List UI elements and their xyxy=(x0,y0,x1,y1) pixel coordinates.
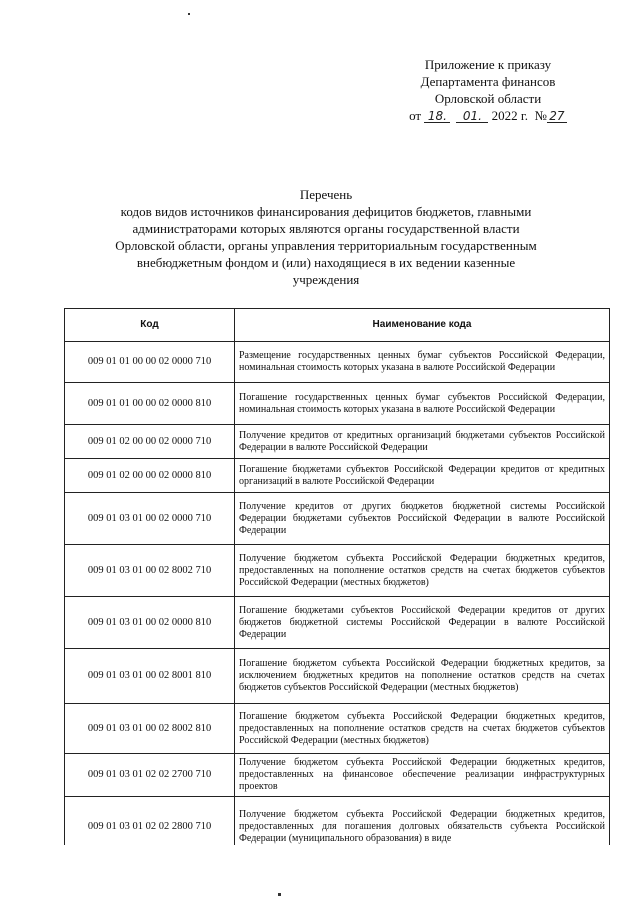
header-line-3: Орловской области xyxy=(434,91,542,106)
document-header xyxy=(388,56,588,124)
title-line-5: внебюджетным фондом и (или) находящиеся в их ведении казенные xyxy=(136,255,516,270)
table-row xyxy=(65,597,610,649)
table-header-row xyxy=(65,309,610,342)
title-line-4: Орловской области, органы управления территориальным государственным xyxy=(115,238,537,253)
handwritten-day: 18. xyxy=(424,110,450,123)
row-name: Погашение бюджетом субъекта Российской Федерации бюджетных кредитов, за исключением бюджетных кредитов на пополнение остатков средств на счетах бюджетов субъектов Российской Федерации (местных бюджетов) xyxy=(235,649,610,704)
codes-table xyxy=(64,308,610,857)
row-name: Получение бюджетом субъекта Российской Федерации бюджетных кредитов, предоставленных для погашения долговых обязательств субъекта Российской Федерации (муниципального образования) в виде xyxy=(235,797,610,857)
table-row xyxy=(65,383,610,425)
number-sign: № xyxy=(534,108,547,123)
date-year: 2022 г. xyxy=(491,108,528,123)
table-row xyxy=(65,649,610,704)
scan-speck xyxy=(278,893,281,896)
title-line-6: учреждения xyxy=(292,272,360,287)
row-code: 009 01 03 01 00 02 0000 810 xyxy=(65,597,235,649)
table-row xyxy=(65,425,610,459)
title-line-1: Перечень xyxy=(299,187,353,202)
document-title xyxy=(96,186,556,288)
order-date-line xyxy=(388,107,588,124)
header-line-1: Приложение к приказу xyxy=(424,57,552,72)
handwritten-order-number: 27 xyxy=(547,110,567,123)
row-code: 009 01 03 01 00 02 8002 810 xyxy=(65,704,235,754)
row-name: Получение кредитов от других бюджетов бюджетной системы Российской Федерации бюджетами субъектов Российской Федерации в валюте Российской Федерации xyxy=(235,493,610,545)
table-row xyxy=(65,459,610,493)
column-header-code: Код xyxy=(65,309,235,342)
row-code: 009 01 03 01 02 02 2800 710 xyxy=(65,797,235,857)
table-row xyxy=(65,754,610,797)
row-name: Погашение государственных ценных бумаг субъектов Российской Федерации, номинальная стоимость которых указана в валюте Российской Федерации xyxy=(235,383,610,425)
row-name: Погашение бюджетами субъектов Российской Федерации кредитов от других бюджетов бюджетной системы Российской Федерации в валюте Российской Федерации xyxy=(235,597,610,649)
title-line-2: кодов видов источников финансирования дефицитов бюджетов, главными xyxy=(120,204,532,219)
row-code: 009 01 02 00 00 02 0000 710 xyxy=(65,425,235,459)
row-name: Получение бюджетом субъекта Российской Федерации бюджетных кредитов, предоставленных на финансовое обеспечение реализации инфраструктурных проектов xyxy=(235,754,610,797)
date-prefix: от xyxy=(409,108,422,123)
row-code: 009 01 03 01 00 02 8002 710 xyxy=(65,545,235,597)
table-row xyxy=(65,545,610,597)
row-name: Погашение бюджетами субъектов Российской Федерации кредитов от кредитных организаций в валюте Российской Федерации xyxy=(235,459,610,493)
title-line-3: администраторами которых являются органы государственной власти xyxy=(132,221,520,236)
row-code: 009 01 01 00 00 02 0000 710 xyxy=(65,342,235,383)
row-name: Получение бюджетом субъекта Российской Федерации бюджетных кредитов, предоставленных на пополнение остатков средств на счетах бюджетов субъектов Российской Федерации (местных бюджетов) xyxy=(235,545,610,597)
table-row xyxy=(65,493,610,545)
row-code: 009 01 03 01 00 02 0000 710 xyxy=(65,493,235,545)
page-bottom-margin xyxy=(60,845,620,905)
row-name: Получение кредитов от кредитных организаций бюджетами субъектов Российской Федерации в валюте Российской Федерации xyxy=(235,425,610,459)
row-code: 009 01 02 00 00 02 0000 810 xyxy=(65,459,235,493)
column-header-name: Наименование кода xyxy=(235,309,610,342)
row-code: 009 01 01 00 00 02 0000 810 xyxy=(65,383,235,425)
row-code: 009 01 03 01 00 02 8001 810 xyxy=(65,649,235,704)
table-row xyxy=(65,704,610,754)
scan-speck xyxy=(188,13,190,15)
handwritten-month: 01. xyxy=(456,110,488,123)
row-name: Размещение государственных ценных бумаг субъектов Российской Федерации, номинальная стоимость которых указана в валюте Российской Федерации xyxy=(235,342,610,383)
row-name: Погашение бюджетом субъекта Российской Федерации бюджетных кредитов, предоставленных на пополнение остатков средств на счетах бюджетов субъектов Российской Федерации (местных бюджетов) xyxy=(235,704,610,754)
row-code: 009 01 03 01 02 02 2700 710 xyxy=(65,754,235,797)
header-line-2: Департамента финансов xyxy=(420,74,556,89)
table-row xyxy=(65,342,610,383)
